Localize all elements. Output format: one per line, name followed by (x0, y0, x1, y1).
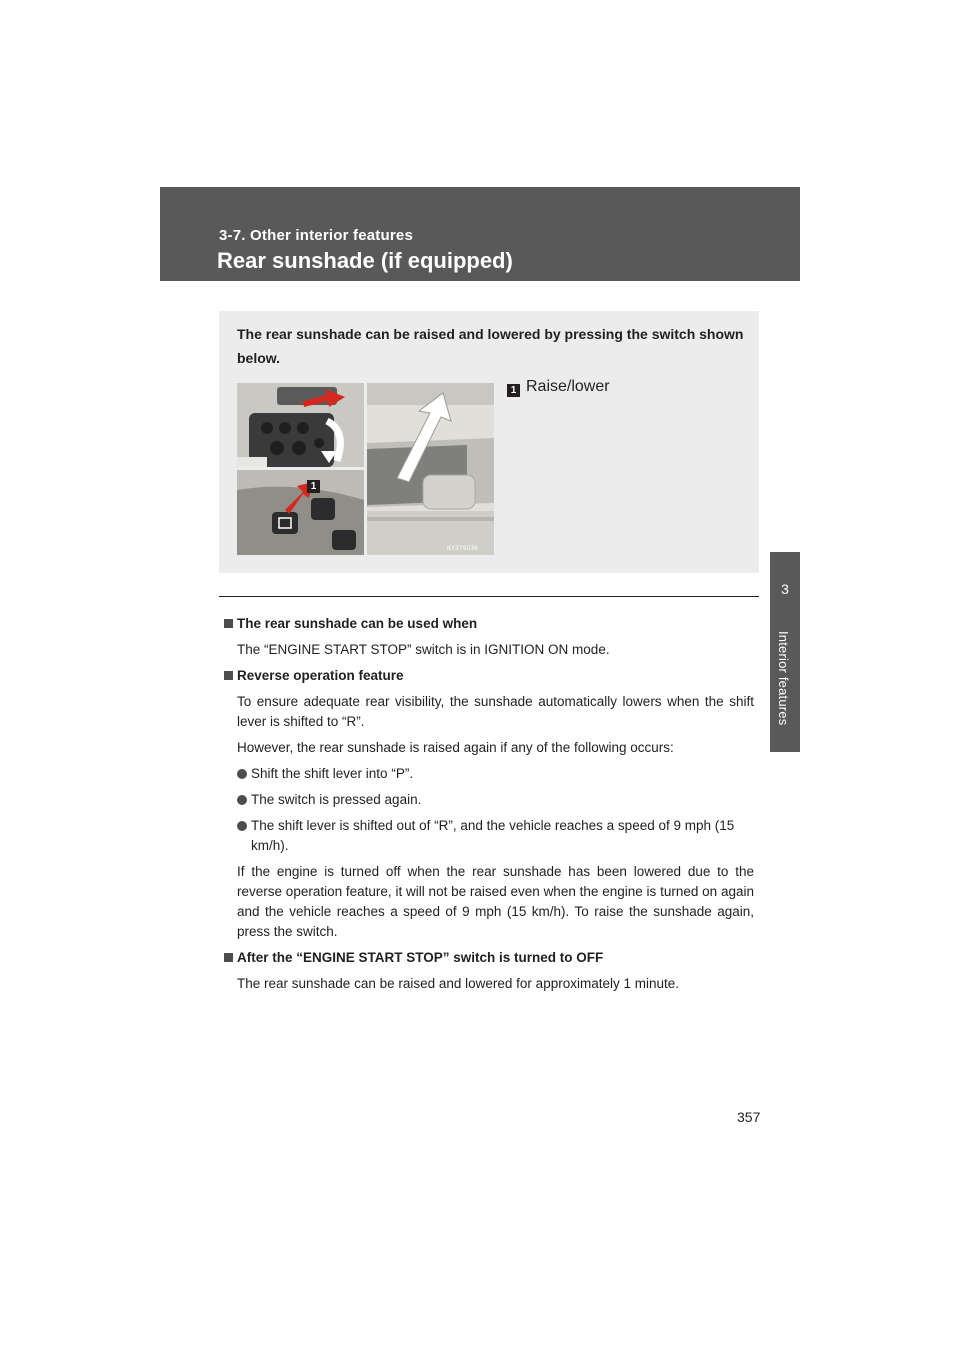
rear-window-photo (367, 383, 494, 555)
note-paragraph: To ensure adequate rear visibility, the sunshade automatically lowers when the shift lever is shifted to “R”. (237, 694, 754, 729)
list-item (237, 816, 754, 856)
square-bullet-icon (224, 953, 233, 962)
round-bullet-icon (237, 821, 247, 831)
list-item-text: The switch is pressed again. (251, 792, 422, 807)
page-title: Rear sunshade (if equipped) (217, 248, 513, 273)
section-label: 3-7. Other interior features (219, 227, 413, 244)
callout-number-badge: 1 (307, 480, 320, 493)
round-bullet-icon (237, 795, 247, 805)
list-item (237, 790, 754, 810)
chapter-number: 3 (781, 581, 789, 597)
chapter-side-tab[interactable] (770, 552, 800, 752)
note-heading (224, 614, 754, 634)
page-header (160, 187, 800, 281)
note-heading (224, 666, 754, 686)
heading-text: Reverse operation feature (237, 668, 404, 683)
note-heading (224, 948, 754, 968)
heading-text: The rear sunshade can be used when (237, 616, 478, 631)
list-item (237, 764, 754, 784)
note-paragraph: The rear sunshade can be raised and lowered for approximately 1 minute. (237, 976, 679, 991)
square-bullet-icon (224, 619, 233, 628)
chapter-label: Interior features (776, 631, 791, 726)
sunshade-switch-photo (237, 470, 364, 555)
section-divider (219, 596, 759, 597)
note-paragraph: If the engine is turned off when the rear sunshade has been lowered due to the reverse operation feature, it will not be raised even when the engine is turned on again and the vehicle reaches a speed of 9 mph (15 km/h). To raise the sunshade again, press the switch. (237, 864, 754, 939)
legend-number-badge: 1 (507, 384, 520, 397)
list-item-text: Shift the shift lever into “P”. (251, 766, 414, 781)
legend-raise-lower: Raise/lower (526, 378, 610, 395)
intro-text: The rear sunshade can be raised and lowered by pressing the switch shown below. (237, 326, 744, 366)
switch-panel-photo (237, 383, 364, 467)
round-bullet-icon (237, 769, 247, 779)
page-number: 357 (737, 1109, 761, 1125)
list-item-text: The shift lever is shifted out of “R”, and the vehicle reaches a speed of 9 mph (15 km/h). (251, 818, 735, 853)
heading-text: After the “ENGINE START STOP” switch is turned to OFF (237, 950, 604, 965)
notes-content (224, 614, 754, 994)
intro-box (219, 311, 759, 573)
note-paragraph: However, the rear sunshade is raised again if any of the following occurs: (237, 740, 674, 755)
note-paragraph: The “ENGINE START STOP” switch is in IGNITION ON mode. (237, 642, 610, 657)
square-bullet-icon (224, 671, 233, 680)
photo-code: ILY37S036 (447, 545, 478, 552)
